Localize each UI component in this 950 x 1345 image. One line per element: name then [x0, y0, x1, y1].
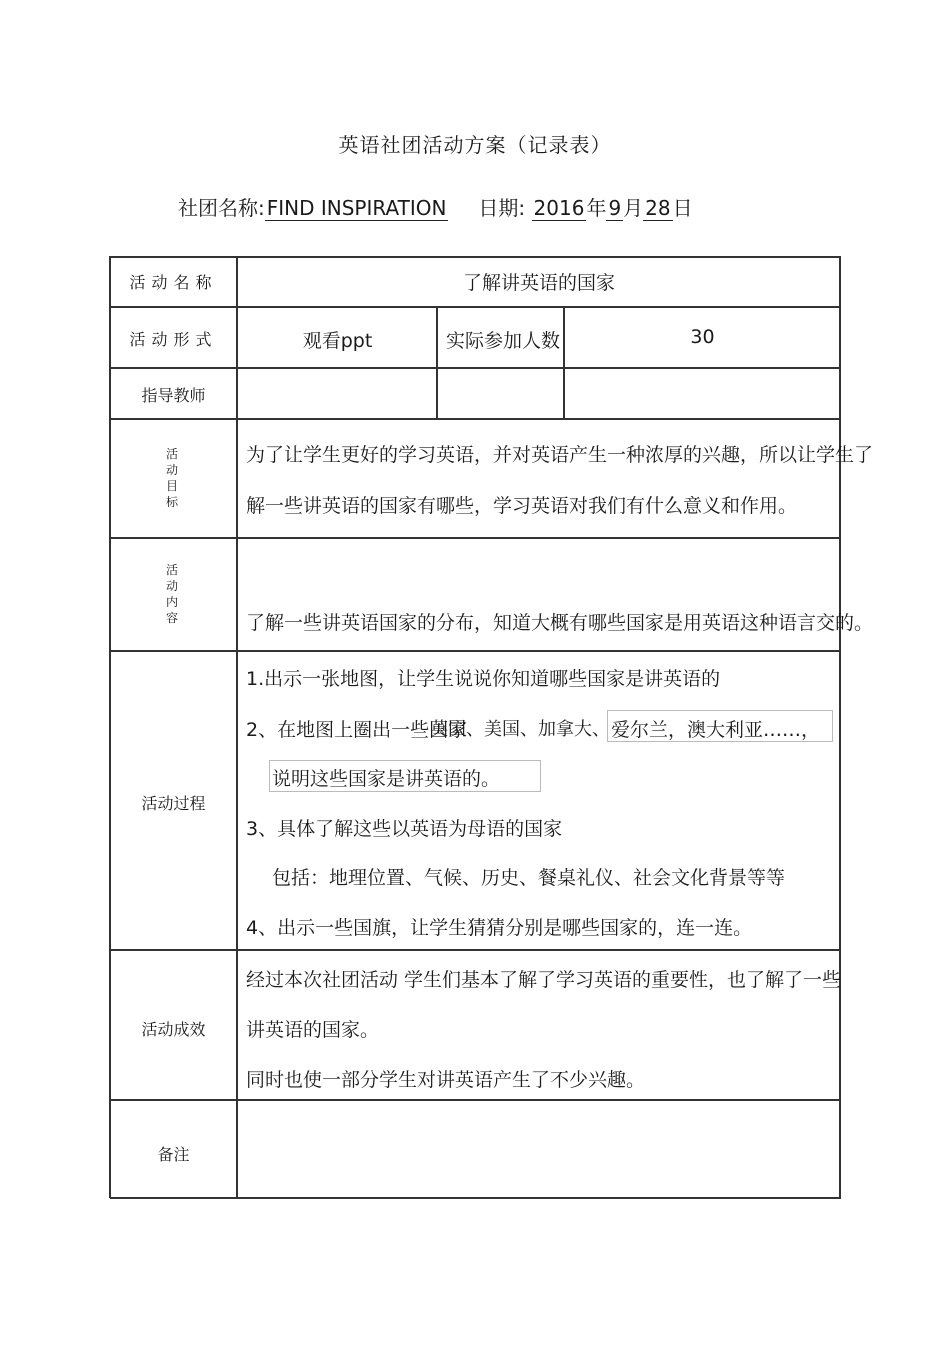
club-name-label: 社团名称:: [178, 196, 265, 220]
process-step-2b: 英国、美国、加拿大、: [430, 719, 610, 740]
process-step-1: 1.出示一张地图，让学生说说你知道哪些国家是讲英语的: [246, 668, 721, 690]
content-text: 了解一些讲英语国家的分布，知道大概有哪些国家是用英语这种语言交的。: [246, 612, 874, 634]
table-rule: [563, 306, 565, 418]
notes-label: 备注: [157, 1145, 190, 1164]
table-rule: [110, 418, 841, 420]
goal-line-1: 为了让学生更好的学习英语，并对英语产生一种浓厚的兴趣，所以让学生了: [246, 444, 874, 466]
activity-form-label: 活动形式: [129, 330, 218, 349]
table-rule: [110, 306, 841, 308]
process-step-4: 4、出示一些国旗，让学生猜猜分别是哪些国家的，连一连。: [246, 917, 753, 939]
process-step-2d: 说明这些国家是讲英语的。: [272, 768, 501, 790]
goal-line-2: 解一些讲英语的国家有哪些，学习英语对我们有什么意义和作用。: [246, 495, 798, 517]
result-label: 活动成效: [141, 1020, 206, 1039]
participant-count-label: 实际参加人数: [446, 330, 561, 352]
activity-name-label: 活动名称: [129, 273, 218, 292]
teacher-label: 指导教师: [141, 386, 206, 405]
date-month: 9: [608, 196, 622, 220]
goal-label: 活动目标: [165, 447, 178, 509]
table-rule: [110, 1099, 841, 1101]
activity-name-value: 了解讲英语的国家: [462, 272, 615, 294]
result-line-3: 同时也使一部分学生对讲英语产生了不少兴趣。: [246, 1069, 646, 1091]
process-step-2c: 爱尔兰，澳大利亚……，: [611, 719, 821, 741]
table-rule: [110, 537, 841, 539]
content-label: 活动内容: [165, 563, 178, 625]
date-label: 日期:: [478, 196, 526, 220]
process-step-2a: 2、在地图上圈出一些国家: [246, 719, 468, 741]
table-rule: [839, 256, 841, 1198]
club-meta: [178, 192, 693, 221]
result-line-2: 讲英语的国家。: [246, 1019, 380, 1041]
participant-count-value: 30: [690, 326, 715, 348]
table-rule: [436, 306, 438, 418]
process-step-3: 3、具体了解这些以英语为母语的国家: [246, 818, 563, 840]
table-rule: [110, 367, 841, 369]
day-unit: 日: [672, 196, 693, 220]
month-unit: 月: [623, 196, 644, 220]
table-rule: [110, 256, 841, 258]
year-unit: 年: [586, 196, 607, 220]
process-step-3b: 包括：地理位置、气候、历史、餐桌礼仪、社会文化背景等等: [272, 867, 786, 889]
table-rule: [110, 1197, 841, 1199]
date-year: 2016: [533, 196, 585, 220]
table-rule: [110, 949, 841, 951]
result-line-1: 经过本次社团活动 学生们基本了解了学习英语的重要性，也了解了一些: [246, 969, 842, 991]
page-title: 英语社团活动方案（记录表）: [338, 133, 612, 157]
club-name-value: FIND INSPIRATION: [266, 196, 447, 220]
table-rule: [110, 650, 841, 652]
date-day: 28: [645, 196, 671, 220]
process-label: 活动过程: [141, 794, 206, 813]
activity-form-value: 观看ppt: [302, 330, 373, 352]
